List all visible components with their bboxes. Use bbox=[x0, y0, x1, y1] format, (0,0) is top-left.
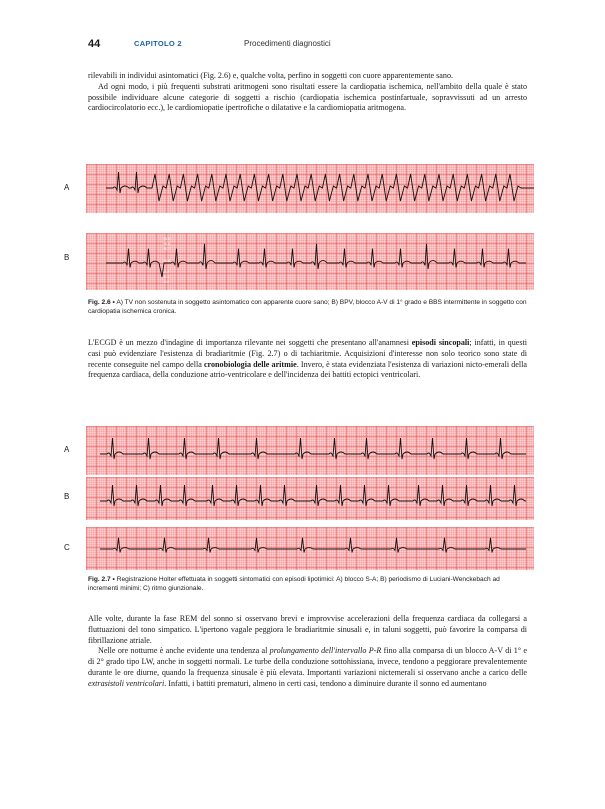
section-title: Procedimenti diagnostici bbox=[244, 39, 331, 48]
ecg-label-b: B bbox=[64, 253, 70, 262]
ecg-trace bbox=[86, 164, 534, 213]
ecg-waveform bbox=[100, 538, 526, 553]
ecg-trace bbox=[86, 233, 534, 290]
ecg-waveform bbox=[100, 438, 526, 459]
paragraph: rilevabili in individui asintomatici (Fig. 2.6) e, qualche volta, perfino in soggetti con cuore apparentemente sano. bbox=[88, 71, 454, 80]
term-episodi-sincopali: episodi sincopali bbox=[411, 338, 470, 347]
caption-number: Fig. 2.6 • bbox=[88, 299, 115, 306]
ecg-trace bbox=[86, 426, 534, 475]
closing-text bbox=[88, 614, 527, 690]
intro-text bbox=[88, 71, 527, 114]
ecg-trace bbox=[86, 477, 534, 520]
caption-text: A) TV non sostenuta in soggetto asintomatico con apparente cuore sano; B) BPV, blocco A-V di 1° grado e BBS intermittente in soggetto con cardiopatia ischemica cronica. bbox=[88, 299, 527, 316]
chapter-label: CAPITOLO 2 bbox=[134, 39, 182, 48]
ecg-waveform bbox=[100, 485, 526, 506]
caption-text: Registrazione Holter effettuata in soggetti sintomatici con episodi lipotimici: A) blocco S-A; B) periodismo di Luciani-Wenckebach ad incrementi minimi; C) ritmo giunzionale. bbox=[88, 576, 500, 593]
ecg-waveform bbox=[106, 172, 534, 201]
paragraph: Ad ogni modo, i più frequenti substrati aritmogeni sono risultati essere la cardiopatia ischemica, nell'ambito della quale è stato possibile individuare alcune categorie di soggetti a rischio (cardiopatia ischemica postinfartuale, sopravvissuti ad un arresto cardiocircolatorio ecc.), le cardiomiopatie ipertrofiche o dilatative e la cardiomiopatia aritmogena. bbox=[88, 81, 527, 113]
ecg-strip-2-7-a bbox=[86, 426, 534, 475]
figure-caption-2-7 bbox=[88, 575, 527, 593]
ecg-annotation: -0.2 -0.1 -0.0 bbox=[163, 270, 170, 284]
ecg-label-a: A bbox=[64, 183, 70, 192]
term-pr-interval: prolungamento dell'intervallo P-R bbox=[269, 646, 382, 656]
ecg-annotation: +0.6 bbox=[163, 259, 171, 263]
mid-text: L'ECGD è un mezzo d'indagine di importanza rilevante nei soggetti che presentano all'anamnesi episodi sincopali; infatti, in questi casi può evidenziare l'esistenza di bradiaritmie (Fig. 2.7) o di tachiaritmie. Acquisizioni d'interesse non solo teorico sono state di recente conseguite nel campo della cronobiologia delle aritmie. Invero, è stata evidenziata l'esistenza di variazioni nicto-emerali della frequenza cardiaca, della conduzione atrio-ventricolare e dell'incidenza dei battiti ectopici ventricolari. bbox=[88, 338, 528, 380]
ecg-strip-2-7-c bbox=[86, 527, 534, 570]
running-header bbox=[88, 38, 528, 52]
paragraph: Alle volte, durante la fase REM del sonno si osservano brevi e improvvise accelerazioni della frequenza cardiaca da collegarsi a fluttuazioni del tono simpatico. L'ipertono vagale peggiora le bradiaritmie sinusali e, in taluni soggetti, può favorire la comparsa di fibrillazione atriale. bbox=[88, 614, 527, 645]
term-extrasistoli: extrasistoli ventricolari bbox=[88, 678, 165, 688]
ecg-label-b: B bbox=[64, 492, 70, 501]
ecg-label-a: A bbox=[64, 445, 70, 454]
term-cronobiologia: cronobiologia delle aritmie bbox=[203, 359, 297, 369]
ecg-strip-2-7-b bbox=[86, 477, 534, 520]
ecg-trace bbox=[86, 527, 534, 570]
caption-number: Fig. 2.7 • bbox=[88, 576, 115, 583]
ecg-label-c: C bbox=[64, 543, 70, 552]
page-number: 44 bbox=[88, 38, 101, 50]
paragraph: Nelle ore notturne è anche evidente una tendenza al prolungamento dell'intervallo P-R fino alla comparsa di un blocco A-V di 1° e di 2° grado tipo LW, anche in soggetti normali. Le turbe della conduzione sottohissiana, invece, tendono a peggiorare prevalentemente durante le ore diurne, quando la frequenza sinusale è più elevata. Importanti variazioni nictemerali si osservano anche a carico delle extrasistoli ventricolari. Infatti, i battiti prematuri, almeno in certi casi, tendono a diminuire durante il sonno ed aumentano bbox=[88, 646, 527, 688]
ecg-annotation: +0.8 +0.8 +0.7 bbox=[163, 237, 171, 251]
ecg-strip-2-6-a bbox=[86, 164, 534, 213]
figure-caption-2-6 bbox=[88, 298, 527, 316]
ecg-strip-2-6-b bbox=[86, 233, 534, 290]
